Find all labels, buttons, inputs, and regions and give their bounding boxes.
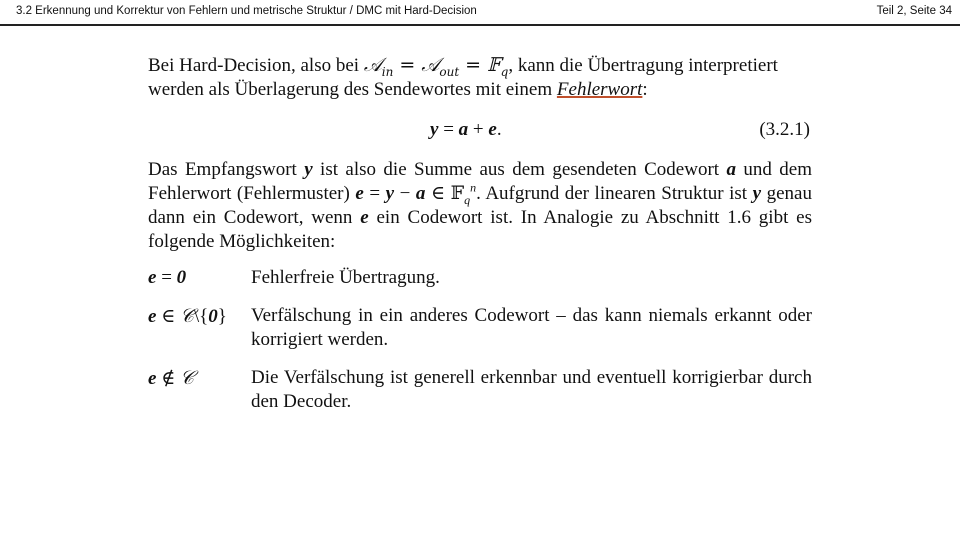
intro-paragraph — [148, 53, 812, 102]
math-e: e — [360, 207, 369, 228]
para-text-6: ein Codewort ist. In Analogie zu Abschnitt 1.6 gibt es folgende Möglichkeiten: — [148, 207, 812, 252]
case-description-3: Die Verfälschung ist generell erkennbar und eventuell korrigierbar durch den Decoder. — [251, 367, 812, 412]
intro-text-2: , kann die Übertragung interpretiert werden als Überlagerung des Sendewortes mit einem — [148, 55, 778, 100]
equation: y = a + e. — [430, 119, 502, 140]
case-description-2: Verfälschung in ein anderes Codewort – das kann niemals erkannt oder korrigiert werden. — [251, 305, 812, 350]
section-title: 3.2 Erkennung und Korrektur von Fehlern und metrische Struktur / DMC mit Hard-Decision — [16, 5, 477, 17]
equation-number: (3.2.1) — [759, 119, 810, 140]
case-description-1: Fehlerfreie Übertragung. — [251, 267, 440, 288]
intro-text-1: Bei Hard-Decision, also bei — [148, 55, 364, 76]
para-text-3: und dem Fehlerwort (Fehlermuster) — [148, 159, 812, 204]
main-paragraph — [148, 158, 812, 254]
math-y-2: y — [752, 183, 762, 204]
case-math-2: e ∈ 𝒞\{0} — [148, 305, 227, 327]
case-math-3: e ∉ 𝒞 — [148, 367, 194, 389]
slide-header — [0, 0, 960, 26]
equation-row — [148, 118, 812, 144]
math-a: a — [726, 159, 736, 180]
case-math-1: e = 0 — [148, 267, 187, 288]
page-label: Teil 2, Seite 34 — [876, 5, 952, 17]
para-text-2: ist also die Summe aus dem gesendeten Codewort — [312, 159, 727, 180]
math-e-def: e = y − a ∈ 𝔽$_q^n$ — [355, 180, 477, 207]
term-suffix: : — [642, 79, 648, 100]
math-y: y — [304, 159, 313, 180]
para-text-1: Das Empfangswort — [148, 159, 305, 180]
para-text-4: . Aufgrund der linearen Struktur ist — [476, 183, 753, 204]
math-a-in: 𝒜$_{in}$ = 𝒜$_{out}$ = 𝔽$_q$ — [363, 54, 509, 79]
term-fehlerwort: Fehlerwort — [556, 79, 643, 100]
para-text-5: genau dann ein Codewort, wenn — [148, 183, 812, 228]
